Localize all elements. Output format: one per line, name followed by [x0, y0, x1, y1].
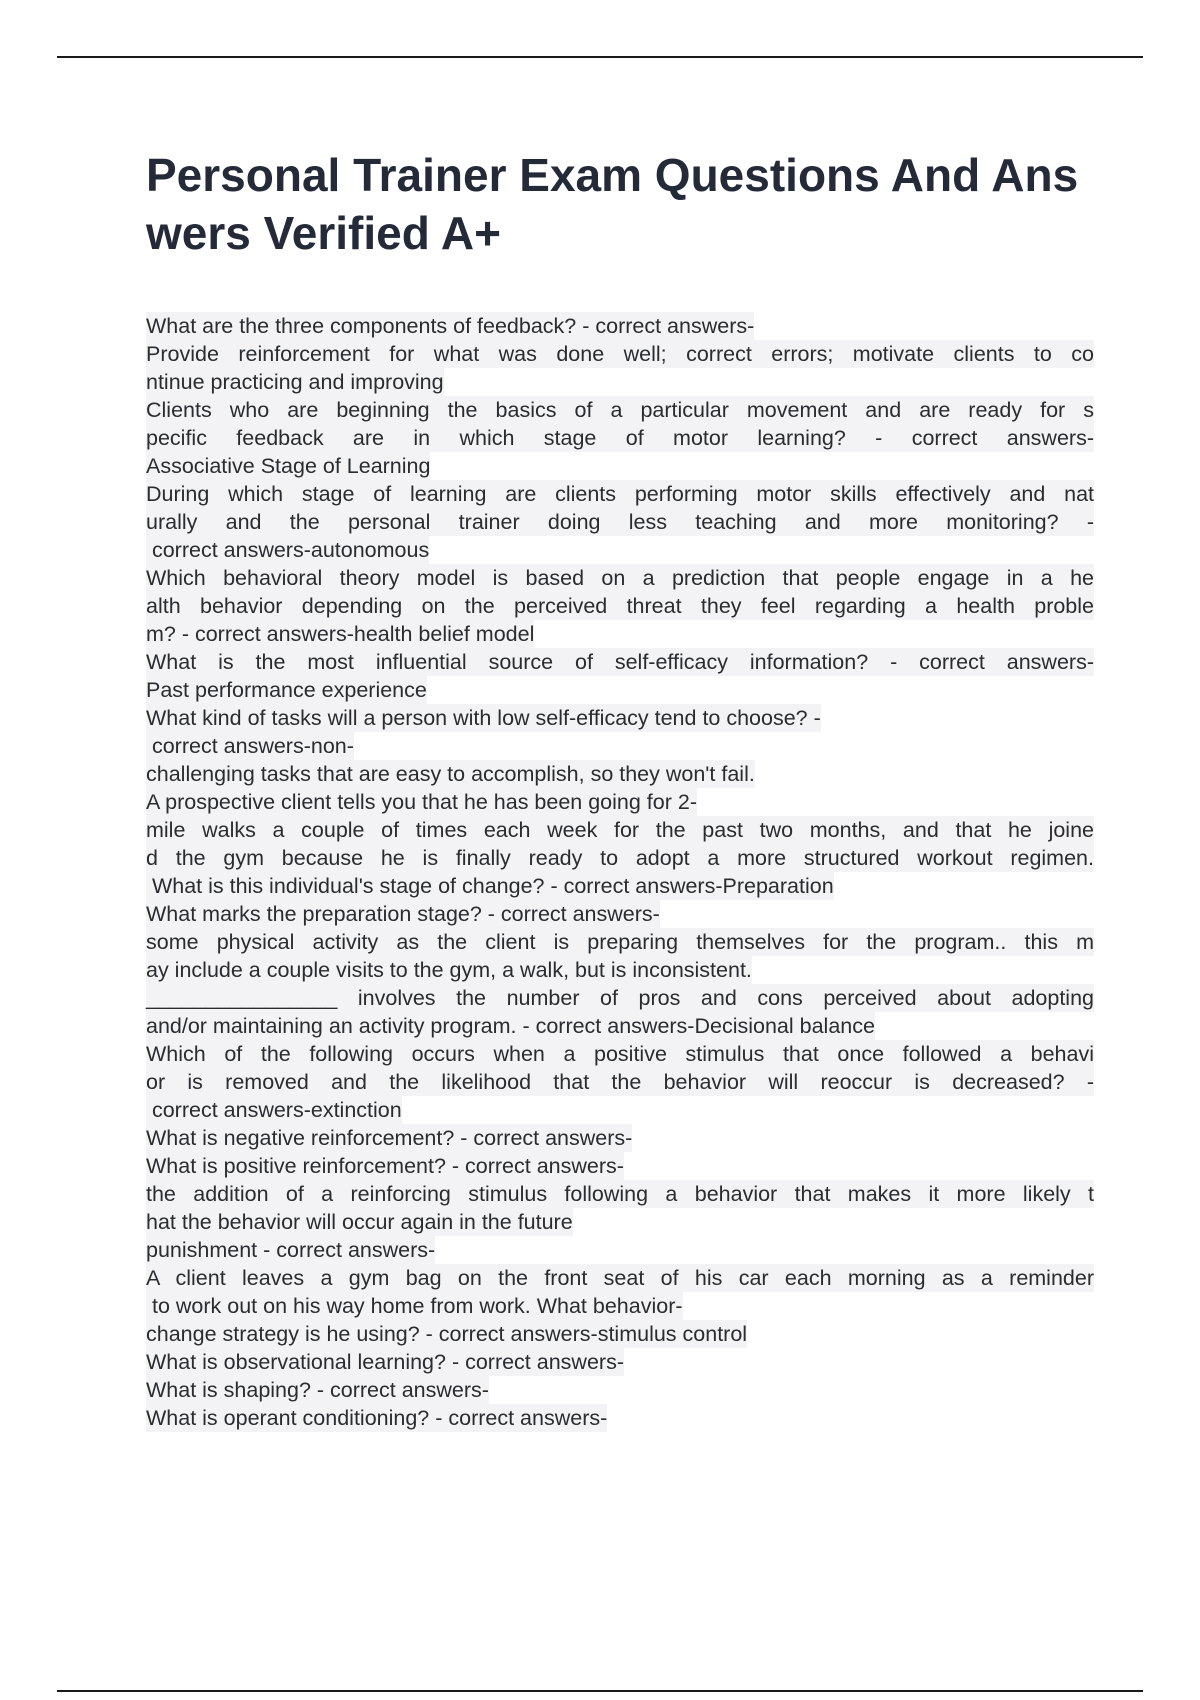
- text-line: Clients who are beginning the basics of a particular movement and are ready for s: [146, 398, 1094, 422]
- text-line: hat the behavior will occur again in the future: [146, 1210, 573, 1234]
- text-line: What is operant conditioning? - correct answers-: [146, 1406, 608, 1430]
- text-line: mile walks a couple of times each week for the past two months, and that he joine: [146, 818, 1094, 842]
- header-rule: [57, 56, 1143, 58]
- text-line: A prospective client tells you that he has been going for 2-: [146, 790, 697, 814]
- text-line: m? - correct answers-health belief model: [146, 622, 535, 646]
- text-line: or is removed and the likelihood that the behavior will reoccur is decreased? -: [146, 1070, 1094, 1094]
- text-line: During which stage of learning are clients performing motor skills effectively and nat: [146, 482, 1094, 506]
- text-line: What marks the preparation stage? - correct answers-: [146, 902, 660, 926]
- text-line: alth behavior depending on the perceived threat they feel regarding a health proble: [146, 594, 1094, 618]
- text-line: and/or maintaining an activity program. - correct answers-Decisional balance: [146, 1014, 875, 1038]
- text-line: ________________ involves the number of pros and cons perceived about adopting: [146, 986, 1094, 1010]
- text-line: ay include a couple visits to the gym, a walk, but is inconsistent.: [146, 958, 752, 982]
- text-line: What is the most influential source of self-efficacy information? - correct answers-: [146, 650, 1094, 674]
- text-line: correct answers-extinction: [146, 1098, 402, 1122]
- text-line: some physical activity as the client is preparing themselves for the program.. this m: [146, 930, 1094, 954]
- text-line: Which behavioral theory model is based on a prediction that people engage in a he: [146, 566, 1094, 590]
- text-line: d the gym because he is finally ready to adopt a more structured workout regimen.: [146, 846, 1094, 870]
- document-body: [146, 312, 1094, 1432]
- text-line: pecific feedback are in which stage of motor learning? - correct answers-: [146, 426, 1094, 450]
- text-line: A client leaves a gym bag on the front seat of his car each morning as a reminder: [146, 1266, 1094, 1290]
- page-title: Personal Trainer Exam Questions And Answers Verified A+: [146, 149, 1079, 259]
- text-line: correct answers-non-: [146, 734, 354, 758]
- text-line: What is positive reinforcement? - correct answers-: [146, 1154, 624, 1178]
- text-line: the addition of a reinforcing stimulus following a behavior that makes it more likely t: [146, 1182, 1094, 1206]
- text-line: Past performance experience: [146, 678, 427, 702]
- text-line: urally and the personal trainer doing less teaching and more monitoring? -: [146, 510, 1094, 534]
- text-line: correct answers-autonomous: [146, 538, 430, 562]
- text-line: ntinue practicing and improving: [146, 370, 444, 394]
- text-line: What is this individual's stage of change? - correct answers-Preparation: [146, 874, 834, 898]
- text-line: What is shaping? - correct answers-: [146, 1378, 489, 1402]
- text-line: Associative Stage of Learning: [146, 454, 431, 478]
- text-line: Which of the following occurs when a positive stimulus that once followed a behavi: [146, 1042, 1094, 1066]
- text-line: What is observational learning? - correct answers-: [146, 1350, 624, 1374]
- text-line: What kind of tasks will a person with low self-efficacy tend to choose? -: [146, 706, 821, 730]
- text-line: challenging tasks that are easy to accomplish, so they won't fail.: [146, 762, 755, 786]
- text-line: What is negative reinforcement? - correct answers-: [146, 1126, 633, 1150]
- footer-rule: [57, 1690, 1143, 1692]
- text-line: punishment - correct answers-: [146, 1238, 436, 1262]
- text-line: to work out on his way home from work. What behavior-: [146, 1294, 683, 1318]
- text-line: change strategy is he using? - correct answers-stimulus control: [146, 1322, 748, 1346]
- text-line: Provide reinforcement for what was done well; correct errors; motivate clients to co: [146, 342, 1094, 366]
- text-line: What are the three components of feedback? - correct answers-: [146, 314, 755, 338]
